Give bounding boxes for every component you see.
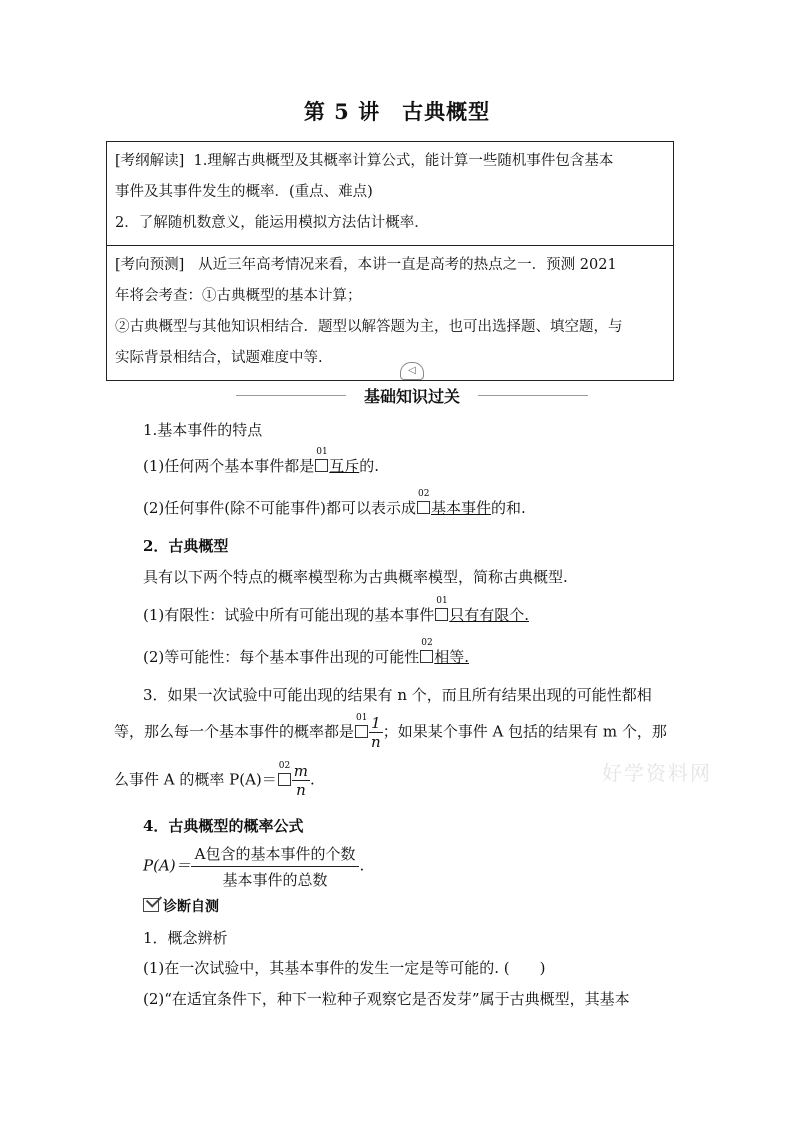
answer-marker <box>417 489 430 514</box>
section-badge-icon: ◁ <box>400 362 424 380</box>
answer-marker <box>420 638 433 663</box>
fraction-numerator: 1 <box>369 714 383 733</box>
item1-p1-post: 的. <box>359 457 380 475</box>
item1-p2-post: 的和. <box>490 499 526 517</box>
forecast-text-1: 从近三年高考情况来看，本讲一直是高考的热点之一．预测 2021 <box>198 257 617 273</box>
answer-marker-number: 01 <box>436 596 448 606</box>
forecast-line-2: 年将会考查：①古典概型的基本计算； <box>115 288 362 304</box>
formula-numerator: A包含的基本事件的个数 <box>191 843 360 867</box>
forecast-tag: [考向预测] <box>115 257 185 273</box>
fraction-denominator: n <box>371 733 381 751</box>
answer-marker-number: 01 <box>316 447 328 457</box>
item1-p1-pre: (1)任何两个基本事件都是 <box>143 457 315 475</box>
answer-marker <box>315 447 328 472</box>
page-title: 第 5 讲 古典概型 <box>303 99 491 124</box>
answer-marker-number: 02 <box>278 760 291 771</box>
syllabus-text-1: 1.理解古典概型及其概率计算公式，能计算一些随机事件包含基本 <box>193 153 614 169</box>
forecast-line-4: 实际背景相结合，试题难度中等. <box>115 350 323 366</box>
item3-l3-pre: 么事件 A 的概率 P(A)＝ <box>114 770 277 789</box>
diagnosis-label: 诊断自测 <box>163 899 219 915</box>
item3-l2-pre: 等，那么每一个基本事件的概率都是 <box>114 722 355 741</box>
section-title: 基础知识过关 <box>363 387 460 406</box>
item3-l3-post: . <box>310 770 315 789</box>
fraction-m-over-n <box>292 762 310 799</box>
item2-p1 <box>143 596 530 625</box>
answer-marker <box>278 760 291 786</box>
formula-post: . <box>359 856 365 875</box>
syllabus-line-3: 2．了解随机数意义，能运用模拟方法估计概率． <box>115 215 429 231</box>
item5-q1: (1)在一次试验中，其基本事件的发生一定是等可能的. ( ) <box>143 959 546 977</box>
item1-p2-answer: 基本事件 <box>430 499 491 517</box>
formula-lhs: P(A)＝ <box>143 856 191 875</box>
answer-marker <box>355 712 368 738</box>
item3-line-3 <box>114 762 315 799</box>
item1-p2-pre: (2)任何事件(除不可能事件)都可以表示成 <box>143 499 416 517</box>
item5-heading: 1．概念辨析 <box>143 929 228 947</box>
section-header <box>236 365 588 408</box>
watermark-text: 好学资料网 <box>602 761 712 785</box>
item2-p1-answer: 只有有限个. <box>449 606 530 624</box>
item1-p2 <box>143 489 526 518</box>
item1-heading: 1.基本事件的特点 <box>143 421 263 439</box>
item2-p2-answer: 相等. <box>434 648 470 666</box>
item4-formula <box>143 843 364 890</box>
forecast-box <box>106 246 674 381</box>
item2-heading: 2．古典概型 <box>143 537 229 555</box>
item3-line-1: 3．如果一次试验中可能出现的结果有 n 个，而且所有结果出现的可能性都相 <box>143 686 652 704</box>
fraction-numerator: m <box>293 762 309 780</box>
checklist-icon <box>143 898 159 912</box>
item4-heading: 4．古典概型的概率公式 <box>143 817 304 835</box>
item3-l2-post: ；如果某个事件 A 包括的结果有 m 个，那 <box>382 722 667 741</box>
answer-marker <box>435 596 448 621</box>
answer-marker-number: 01 <box>356 712 368 723</box>
formula-fraction <box>191 843 360 890</box>
item2-p1-pre: (1)有限性：试验中所有可能出现的基本事件 <box>143 606 435 624</box>
fraction-1-over-n <box>369 714 383 751</box>
info-boxes <box>106 141 674 381</box>
forecast-line-3: ②古典概型与其他知识相结合．题型以解答题为主，也可出选择题、填空题，与 <box>115 319 623 335</box>
item1-p1 <box>143 447 380 476</box>
answer-marker-number: 02 <box>417 489 430 499</box>
diagnosis-header <box>143 896 219 916</box>
item2-p2 <box>143 638 470 667</box>
fraction-denominator: n <box>296 781 306 799</box>
item2-p2-pre: (2)等可能性：每个基本事件出现的可能性 <box>143 648 420 666</box>
item1-p1-answer: 互斥 <box>329 457 360 475</box>
item2-intro: 具有以下两个特点的概率模型称为古典概率模型，简称古典概型. <box>143 568 568 586</box>
formula-denominator: 基本事件的总数 <box>222 871 328 889</box>
item5-q2: (2)“在适宜条件下，种下一粒种子观察它是否发芽”属于古典概型，其基本 <box>143 990 630 1008</box>
syllabus-box <box>106 141 674 246</box>
item3-line-2 <box>114 714 667 751</box>
answer-marker-number: 02 <box>421 638 433 648</box>
forecast-line-1 <box>115 250 665 281</box>
syllabus-line-2: 事件及其事件发生的概率．(重点、难点) <box>115 184 373 200</box>
syllabus-line-1 <box>115 146 665 177</box>
syllabus-tag: [考纲解读] <box>115 153 185 169</box>
section-rule-right <box>478 395 588 396</box>
